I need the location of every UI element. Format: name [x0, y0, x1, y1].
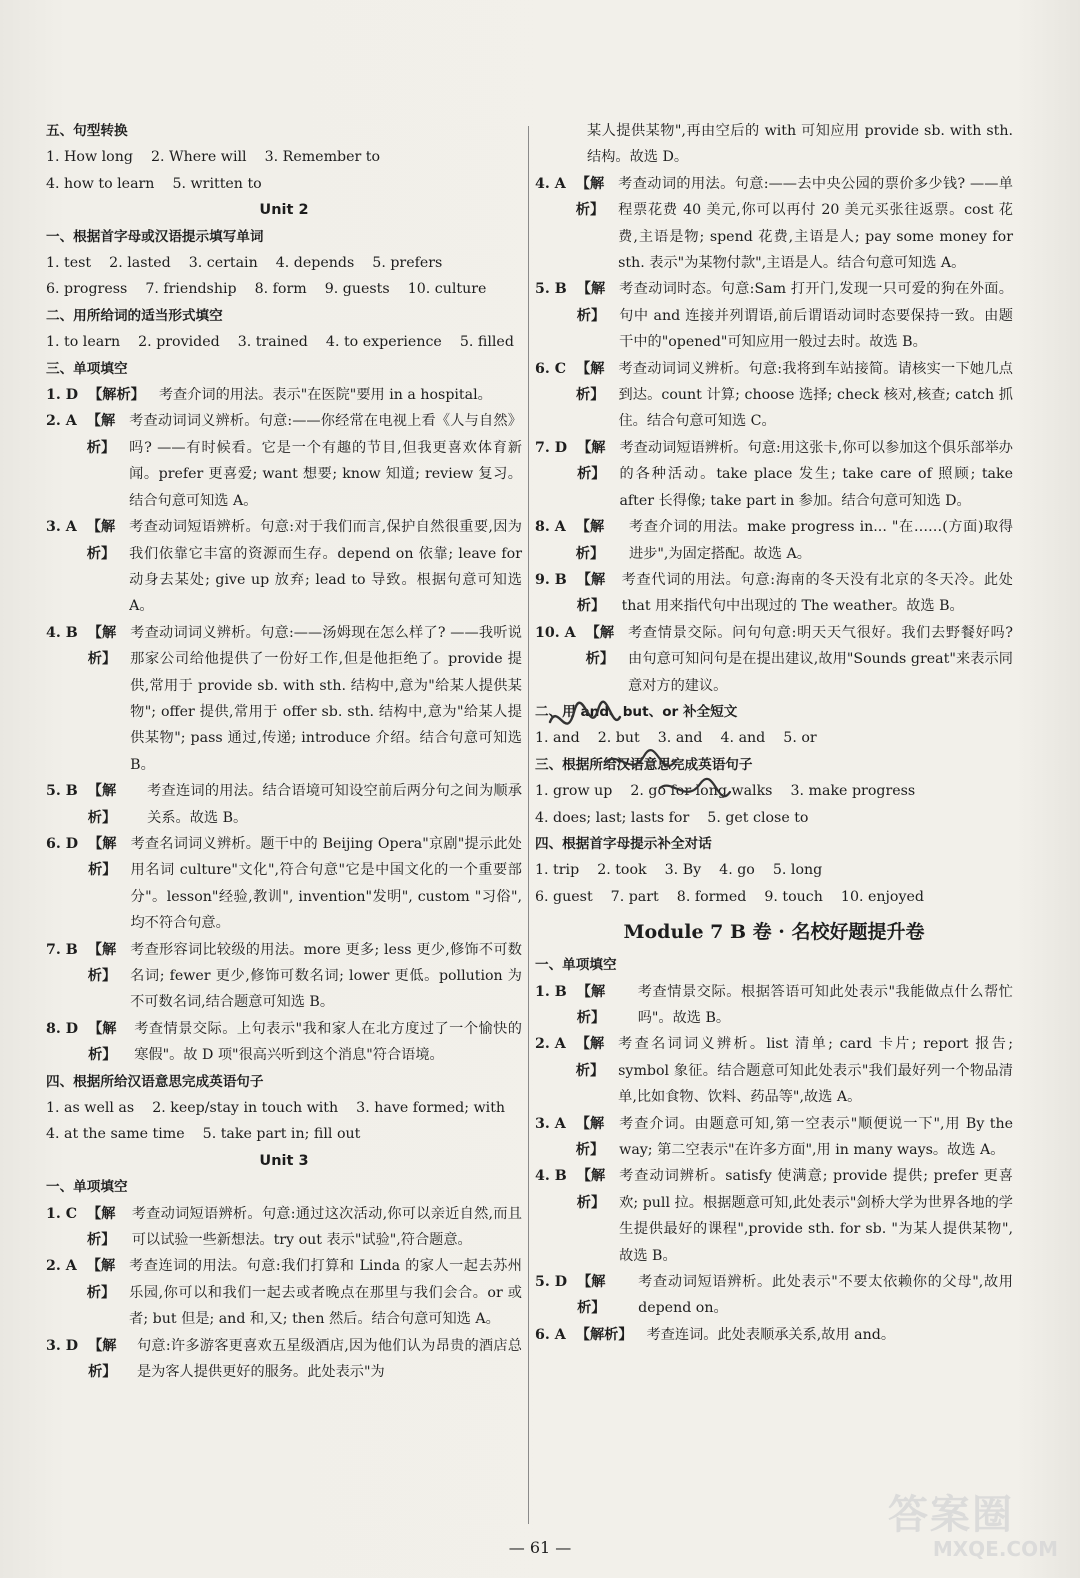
item-number: 3. A [535, 1115, 566, 1132]
answer-line: 6. progress 7. friendship 8. form 9. guests 10. culture [46, 281, 487, 298]
section-heading: 一、根据首字母或汉语提示填写单词 [46, 228, 264, 245]
analysis-tag: 【解析】 [88, 1020, 117, 1064]
analysis-tag: 【解析】 [576, 360, 605, 404]
analysis-tag: 【解析】 [86, 1258, 116, 1301]
item-explanation: 考查情景交际。上句表示"我和家人在北方度过了一个愉快的寒假"。故 D 项"很高兴听到这个消息"符合语境。 [134, 1020, 522, 1064]
analysis-tag: 【解析】 [87, 941, 117, 984]
item-number: 9. B [535, 571, 567, 588]
analysis-tag: 【解析】 [86, 519, 116, 562]
item-explanation: 考查介词的用法。make progress in... "在……(方面)取得进步",为固定搭配。故选 A。 [629, 519, 1013, 562]
analysis-tag: 【解析】 [87, 783, 117, 826]
handwritten-scribble [540, 692, 740, 832]
answer-line: 1. and 2. but 3. and 4. and 5. or [535, 730, 817, 747]
item-explanation: 考查连词的用法。结合语境可知设空前后两分句之间为顺承关系。故选 B。 [147, 783, 522, 826]
item-explanation: 考查情景交际。根据答语可知此处表示"我能做点什么帮忙吗"。故选 B。 [637, 983, 1013, 1026]
answer-item [535, 356, 1013, 435]
item-number: 1. B [535, 983, 567, 1000]
left-column [46, 118, 522, 1386]
analysis-tag: 【解析】 [585, 624, 615, 668]
watermark-url: MXQE.COM [932, 1537, 1058, 1561]
section-heading: 二、用所给词的适当形式填空 [46, 307, 223, 324]
item-explanation: 考查介词的用法。表示"在医院"要用 in a hospital。 [158, 387, 492, 404]
page-number: — 61 — [508, 1538, 572, 1557]
item-number: 7. D [535, 439, 568, 456]
answer-line: 4. does; last; lasts for 5. get close to [535, 809, 809, 826]
analysis-tag: 【解析】 [575, 519, 605, 562]
unit-heading: Unit 3 [259, 1152, 309, 1169]
answer-item [46, 408, 522, 514]
answer-line: 1. grow up 2. go for long walks 3. make progress [535, 783, 916, 800]
item-explanation: 考查情景交际。问句句意:明天天气很好。我们去野餐好吗? 由句意可知问句是在提出建议,故用"Sounds great"来表示同意对方的建议。 [628, 624, 1013, 694]
item-explanation: 考查动词短语辨析。句意:用这张卡,你可以参加这个俱乐部举办的各种活动。take place 发生; take care of 照顾; take after 长得像; take part in 参加。结合句意可知选 D。 [619, 439, 1013, 509]
item-explanation: 考查介词。由题意可知,第一空表示"顺便说一下",用 By the way; 第二空表示"在许多方面",用 in many ways。故选 A。 [619, 1115, 1013, 1159]
item-number: 4. A [535, 175, 566, 192]
answer-item [46, 1253, 522, 1332]
item-number: 8. D [46, 1020, 79, 1037]
item-explanation: 考查动词词义辨析。句意:——你经常在电视上看《人与自然》吗? ——有时候看。它是一个有趣的节目,但我更喜欢体育新闻。prefer 更喜爱; want 想要; know 知道; review 复习。结合句意可知选 A。 [129, 413, 522, 509]
answer-line: 1. test 2. lasted 3. certain 4. depends 5. prefers [46, 255, 443, 272]
answer-item [46, 382, 522, 408]
answer-item [535, 620, 1013, 699]
answer-item [535, 979, 1013, 1032]
answer-item [535, 276, 1013, 355]
item-explanation: 句意:许多游客更喜欢五星级酒店,因为他们认为昂贵的酒店总是为客人提供更好的服务。此处表示"为 [136, 1337, 522, 1381]
item-number: 2. A [46, 1258, 77, 1275]
unit-heading: Unit 2 [259, 202, 309, 219]
item-number: 3. D [46, 1337, 79, 1354]
answer-line: 4. how to learn 5. written to [46, 175, 262, 192]
answer-item [535, 514, 1013, 567]
analysis-tag: 【解析】 [86, 413, 116, 456]
column-divider [528, 126, 529, 1524]
analysis-tag: 【解析】 [575, 175, 605, 219]
answer-line: 4. at the same time 5. take part in; fill out [46, 1126, 361, 1143]
analysis-tag: 【解析】 [576, 983, 606, 1026]
analysis-tag: 【解析】 [88, 1337, 117, 1381]
section-heading: 一、单项填空 [535, 957, 617, 974]
answer-item [535, 1111, 1013, 1164]
item-explanation: 考查动词的用法。句意:——去中央公园的票价多少钱? ——单程票花费 40 美元,你可以再付 20 美元买张往返票。cost 花费,主语是物; spend 花费,主语是人; pay some money for sth. 表示"为某物付款",主语是人。结合句意可知选 A。 [618, 175, 1013, 272]
item-number: 1. C [46, 1205, 78, 1222]
item-number: 6. C [535, 360, 567, 377]
answer-line: 1. How long 2. Where will 3. Remember to [46, 149, 381, 166]
item-number: 6. D [46, 835, 79, 852]
answer-item [46, 937, 522, 1016]
answer-item [46, 620, 522, 778]
item-explanation: 考查连词。此处表顺承关系,故用 and。 [646, 1326, 896, 1343]
item-explanation: 考查动词时态。句意:Sam 打开门,发现一只可爱的狗在外面。句中 and 连接并列谓语,前后谓语动词时态要保持一致。由题干中的"opened"可知应用一般过去时。故选 B。 [619, 281, 1013, 351]
section-heading: 一、单项填空 [46, 1179, 128, 1196]
section-heading: 二、用 and、but、or 补全短文 [535, 703, 738, 720]
item-explanation: 考查动词词义辨析。句意:我将到车站接简。请核实一下她几点到达。count 计算; choose 选择; check 核对,核查; catch 抓住。结合句意可知选 C。 [618, 360, 1013, 430]
analysis-tag: 【解析】 [576, 571, 606, 615]
analysis-tag: 【解析】 [575, 1036, 605, 1079]
item-number: 2. A [46, 413, 77, 430]
answer-line: 1. trip 2. took 3. By 4. go 5. long [535, 862, 823, 879]
analysis-tag: 【解析】 [577, 439, 606, 483]
answer-line: 1. as well as 2. keep/stay in touch with 3. have formed; with [46, 1100, 506, 1117]
item-explanation: 考查动词短语辨析。句意:对于我们而言,保护自然很重要,因为我们依靠它丰富的资源而生存。depend on 依靠; leave for 动身去某处; give up 放弃; lead to 导致。根据句意可知选 A。 [129, 519, 522, 615]
site-watermark [888, 1492, 1058, 1572]
analysis-tag: 【解析】 [576, 1168, 606, 1211]
analysis-tag: 【解析】 [88, 835, 117, 879]
answer-item [535, 1322, 1013, 1348]
section-heading: 四、根据所给汉语意思完成英语句子 [46, 1073, 264, 1090]
item-number: 7. B [46, 941, 78, 958]
section-heading: 三、单项填空 [46, 360, 128, 377]
answer-line: 1. to learn 2. provided 3. trained 4. to experience 5. filled [46, 334, 514, 351]
section-heading: 三、根据所给汉语意思完成英语句子 [535, 756, 753, 773]
analysis-tag: 【解析】 [88, 387, 145, 404]
item-explanation: 考查动词辨析。satisfy 使满意; provide 提供; prefer 更喜欢; pull 拉。根据题意可知,此处表示"剑桥大学为世界各地的学生提供最好的课程",provide sth. for sb. "为某人提供某物",故选 B。 [619, 1168, 1013, 1264]
answer-item [46, 1201, 522, 1254]
item-number: 6. A [535, 1326, 566, 1343]
answer-item [535, 1163, 1013, 1269]
item-number: 5. B [535, 281, 567, 298]
analysis-tag: 【解析】 [576, 281, 606, 324]
item-explanation: 考查动词短语辨析。此处表示"不要太依赖你的父母",故用 depend on。 [638, 1274, 1013, 1317]
item-number: 5. D [535, 1274, 568, 1291]
item-number: 10. A [535, 624, 576, 641]
item-explanation: 考查连词的用法。句意:我们打算和 Linda 的家人一起去苏州乐园,你可以和我们一起去或者晚点在那里与我们会合。or 或者; but 但是; and 和,又; then 然后。结合句意可知选 A。 [129, 1258, 522, 1328]
item-number: 4. B [535, 1168, 567, 1185]
answer-item [46, 831, 522, 937]
analysis-tag: 【解析】 [87, 624, 117, 668]
answer-item [46, 778, 522, 831]
answer-item [535, 1269, 1013, 1322]
analysis-tag: 【解析】 [575, 1115, 605, 1159]
answer-item [535, 171, 1013, 277]
answer-item [535, 435, 1013, 514]
module-title: Module 7 B 卷 · 名校好题提升卷 [623, 921, 925, 944]
answer-item [46, 1333, 522, 1386]
answer-line: 6. guest 7. part 8. formed 9. touch 10. enjoyed [535, 888, 924, 905]
continued-explanation: 某人提供某物",再由空后的 with 可知应用 provide sb. with sth. 结构。故选 D。 [587, 123, 1013, 166]
answer-item [46, 1016, 522, 1069]
item-number: 5. B [46, 783, 78, 800]
analysis-tag: 【解析】 [575, 1326, 633, 1343]
item-explanation: 考查名词词义辨析。题干中的 Beijing Opera"京剧"提示此处用名词 culture"文化",符合句意"它是中国文化的一个重要部分"。lesson"经验,教训", invention"发明", custom "习俗",均不符合句意。 [130, 835, 522, 932]
item-number: 2. A [535, 1036, 566, 1053]
item-explanation: 考查动词词义辨析。句意:——汤姆现在怎么样了? ——我听说那家公司给他提供了一份好工作,但是他拒绝了。provide 提供,常用于 provide sb. with sth. 结构中,意为"给某人提供某物"; offer 提供,常用于 offer sb. sth. 结构中,意为"给某人提供某物"; pass 通过,传递; introduce 介绍。结合句意可知选 B。 [130, 624, 522, 773]
analysis-tag: 【解析】 [87, 1205, 116, 1249]
item-number: 1. D [46, 387, 79, 404]
item-explanation: 考查名词词义辨析。list 清单; card 卡片; report 报告; symbol 象征。结合题意可知此处表示"我们最好列一个物品清单,比如食物、饮料、药品等",故选 A。 [618, 1036, 1013, 1106]
section-heading: 四、根据首字母提示补全对话 [535, 835, 712, 852]
answer-item [535, 1031, 1013, 1110]
watermark-logo: 答案圈 [888, 1492, 1014, 1538]
item-explanation: 考查动词短语辨析。句意:通过这次活动,你可以亲近自然,而且可以试验一些新想法。try out 表示"试验",符合题意。 [131, 1205, 522, 1249]
analysis-tag: 【解析】 [577, 1274, 606, 1317]
section-heading: 五、句型转换 [46, 123, 128, 139]
answer-item [46, 514, 522, 620]
item-number: 4. B [46, 624, 78, 641]
item-number: 8. A [535, 519, 566, 536]
item-explanation: 考查形容词比较级的用法。more 更多; less 更少,修饰不可数名词; fewer 更少,修饰可数名词; lower 更低。pollution 为不可数名词,结合题意可知选 B。 [130, 941, 522, 1011]
answer-item [535, 567, 1013, 620]
item-number: 3. A [46, 519, 77, 536]
item-explanation: 考查代词的用法。句意:海南的冬天没有北京的冬天冷。此处 that 用来指代句中出现过的 The weather。故选 B。 [621, 571, 1013, 615]
